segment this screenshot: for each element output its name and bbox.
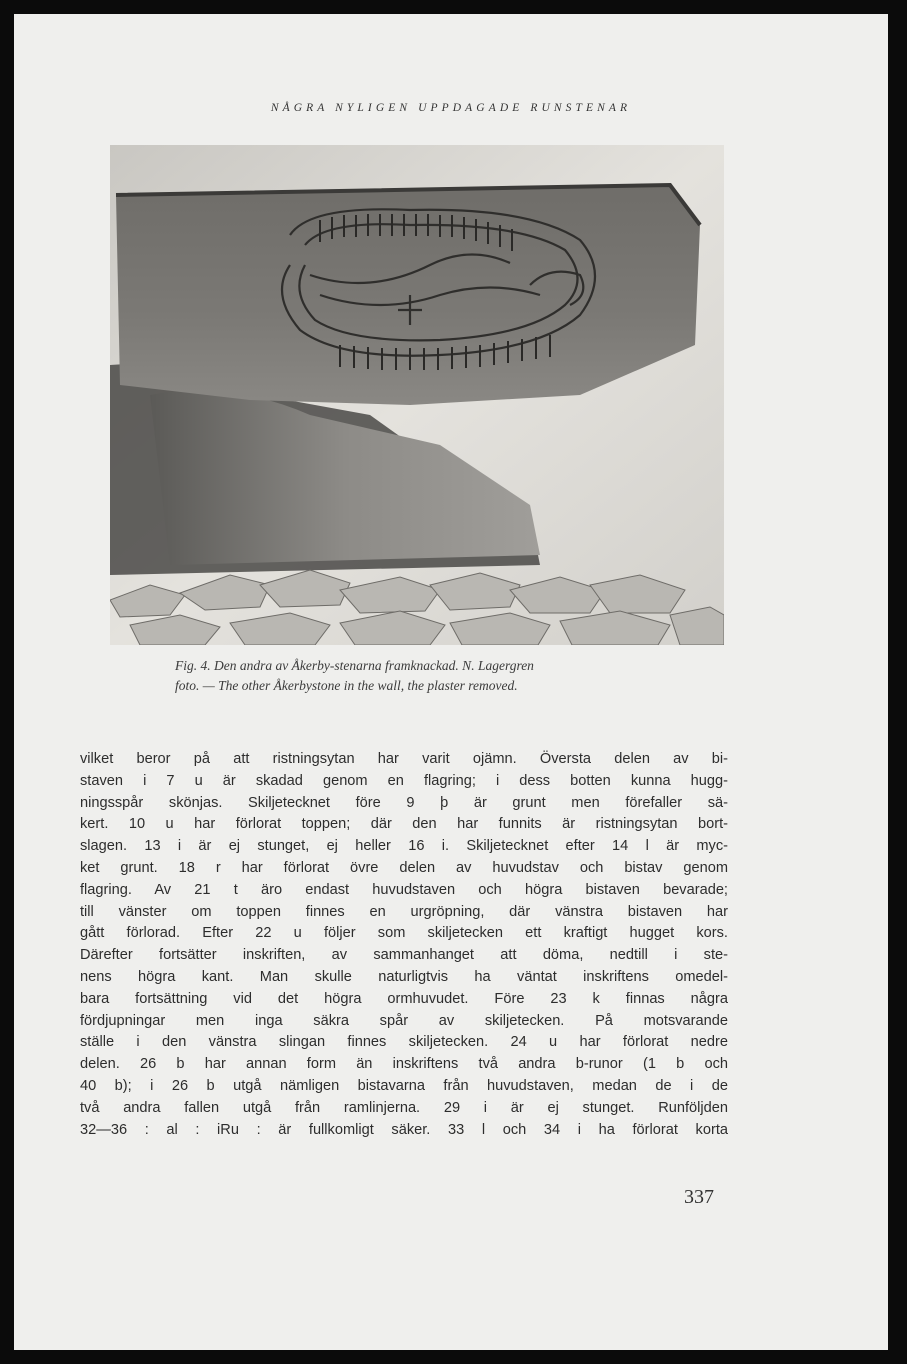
body-line: Därefter fortsätter inskriften, av sammanhanget att döma, nedtill i ste- <box>80 947 728 964</box>
body-line: fördjupningar men inga säkra spår av skiljetecken. På motsvarande <box>80 1012 728 1029</box>
body-line: flagring. Av 21 t äro endast huvudstaven och högra bistaven bevarade; <box>80 881 728 898</box>
body-line: 32—36 : al : iRu : är fullkomligt säker. 33 l och 34 i ha förlorat korta <box>80 1121 728 1138</box>
body-line: två andra fallen utgå från ramlinjerna. 29 i är ej stunget. Runföljden <box>80 1099 728 1116</box>
figure-caption <box>175 656 735 696</box>
book-page <box>14 14 888 1350</box>
runestone-photo <box>110 145 724 645</box>
runestone-photo-drawing <box>110 145 724 645</box>
caption-line: Fig. 4. Den andra av Åkerby-stenarna framknackad. N. Lagergren <box>175 658 534 673</box>
running-head: NÅGRA NYLIGEN UPPDAGADE RUNSTENAR <box>270 102 632 114</box>
page-number: 337 <box>684 1186 714 1208</box>
body-line: nens högra kant. Man skulle naturligtvis ha väntat inskriftens omedel- <box>80 968 728 985</box>
body-line: bara fortsättning vid det högra ormhuvudet. Före 23 k finnas några <box>80 990 728 1007</box>
body-line: kert. 10 u har förlorat toppen; där den har funnits är ristningsytan bort- <box>80 816 728 833</box>
body-line: till vänster om toppen finnes en urgröpning, där vänstra bistaven har <box>80 903 728 920</box>
body-line: gått förlorad. Efter 22 u följer som skiljetecken ett kraftigt hugget kors. <box>80 925 728 942</box>
body-line: ket grunt. 18 r har förlorat övre delen av huvudstav och bistav genom <box>80 859 728 876</box>
caption-line: foto. — The other Åkerbystone in the wall, the plaster removed. <box>175 678 518 693</box>
body-line: slagen. 13 i är ej stunget, ej heller 16 i. Skiljetecknet efter 14 l är myc- <box>80 838 728 855</box>
body-line: ställe i den vänstra slingan finnes skiljetecken. 24 u har förlorat nedre <box>80 1034 728 1051</box>
body-line: 40 b); i 26 b utgå nämligen bistavarna från huvudstaven, medan de i de <box>80 1077 728 1094</box>
body-text <box>80 749 728 1141</box>
body-line: delen. 26 b har annan form än inskriftens två andra b-runor (1 b och <box>80 1056 728 1073</box>
body-line: staven i 7 u är skadad genom en flagring; i dess botten kunna hugg- <box>80 772 728 789</box>
body-line: ningsspår skönjas. Skiljetecknet före 9 þ är grunt men förefaller sä- <box>80 794 728 811</box>
body-line: vilket beror på att ristningsytan har varit ojämn. Översta delen av bi- <box>80 751 728 767</box>
